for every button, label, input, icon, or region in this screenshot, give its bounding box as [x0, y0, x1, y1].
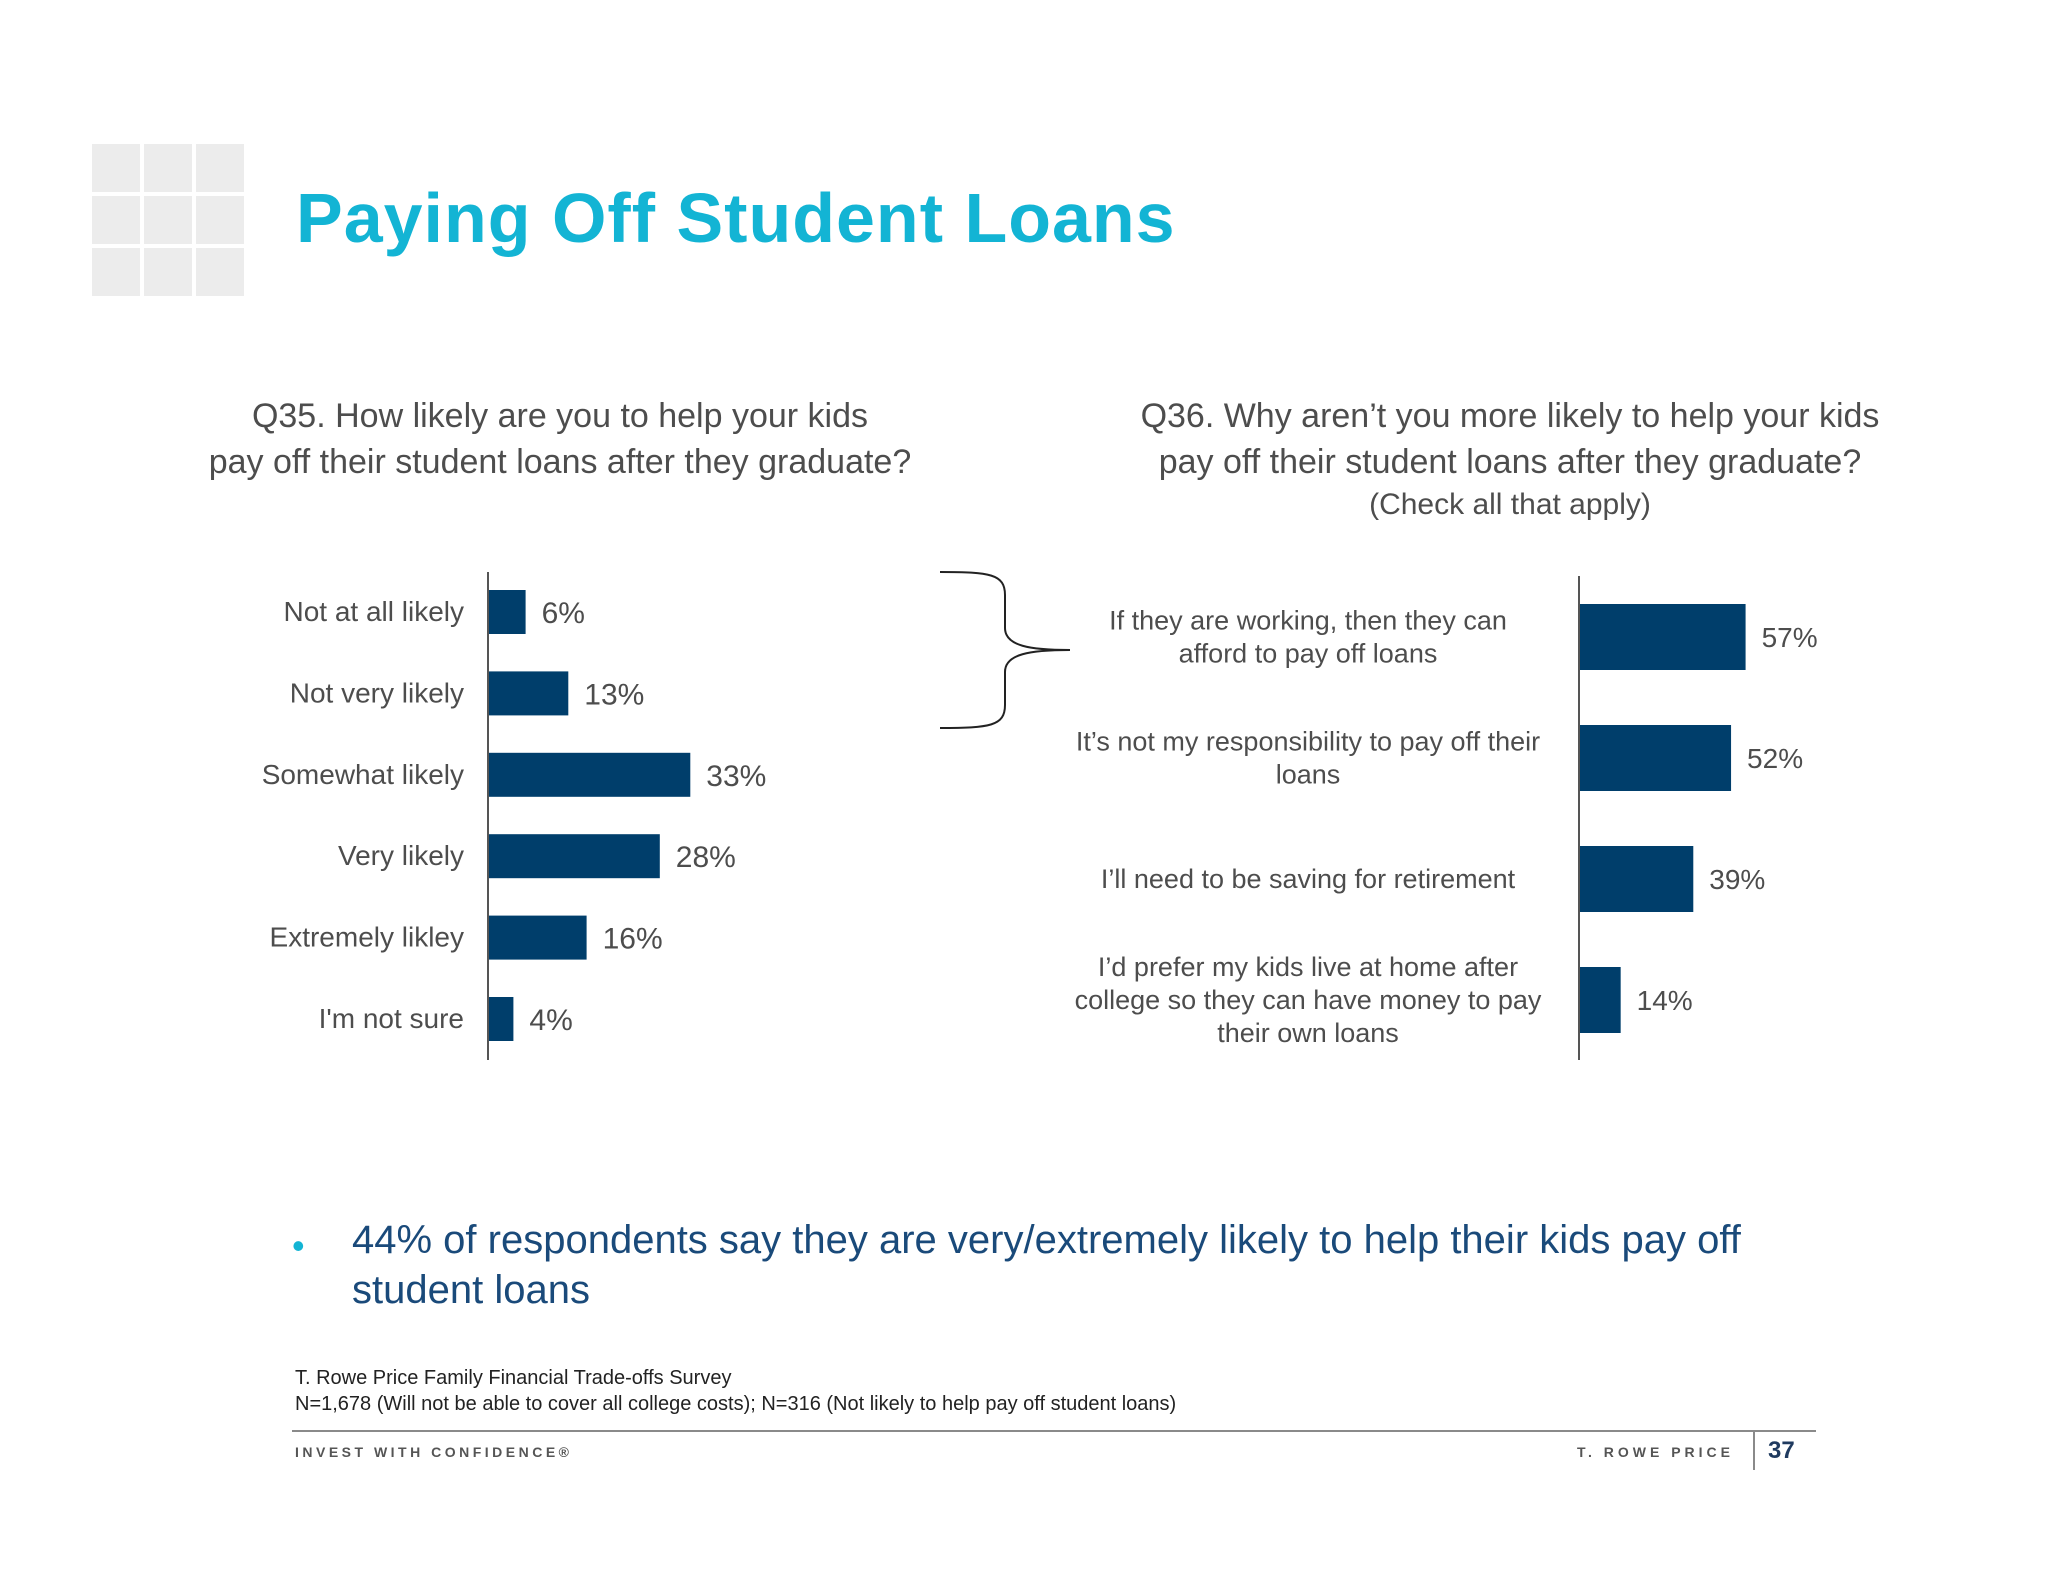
chart2-category-label: college so they can have money to pay — [1074, 985, 1542, 1015]
chart2-bar — [1580, 846, 1693, 912]
chart2-category-label: If they are working, then they can — [1109, 605, 1507, 636]
chart1-bar — [489, 834, 660, 878]
chart1-category-label: I'm not sure — [318, 1003, 464, 1034]
key-finding-text: 44% of respondents say they are very/extremely likely to help their kids pay off student loans — [352, 1218, 1741, 1312]
chart2-category-label: their own loans — [1217, 1018, 1399, 1048]
footer-brand-logo: T. ROWE PRICE — [1577, 1444, 1735, 1460]
chart1-likelihood-bars — [262, 572, 767, 1060]
chart2-bar — [1580, 604, 1746, 670]
page-number: 37 — [1768, 1437, 1795, 1464]
chart1-title-line: Q35. How likely are you to help your kids — [251, 397, 869, 435]
chart2-value-label: 39% — [1709, 864, 1766, 895]
bullet-icon: • — [292, 1225, 305, 1266]
chart1-category-label: Somewhat likely — [261, 758, 464, 790]
chart1-bar — [489, 671, 568, 715]
chart1-title-line: pay off their student loans after they graduate? — [208, 443, 912, 481]
chart2-category-label: loans — [1275, 759, 1341, 790]
chart2-title-line: Q36. Why aren’t you more likely to help your kids — [1140, 397, 1880, 435]
footer-divider — [1753, 1432, 1755, 1470]
chart1-value-label: 4% — [529, 1004, 573, 1037]
footer-rule — [292, 1430, 1816, 1432]
chart1-value-label: 6% — [541, 597, 585, 630]
chart2-value-label: 52% — [1747, 743, 1804, 774]
sample-note: N=1,678 (Will not be able to cover all college costs); N=316 (Not likely to help pay off student loans) — [295, 1393, 1177, 1415]
chart1-category-label: Extremely likley — [269, 921, 464, 953]
chart1-category-label: Not very likely — [289, 677, 464, 709]
chart1-bar — [489, 753, 690, 797]
chart2-category-label: It’s not my responsibility to pay off their — [1075, 726, 1541, 757]
chart1-category-label: Not at all likely — [283, 596, 464, 627]
chart2-title-line: pay off their student loans after they graduate? — [1158, 443, 1862, 481]
footer-tagline: INVEST WITH CONFIDENCE® — [295, 1444, 573, 1460]
chart1-bar — [489, 590, 526, 634]
chart1-bar — [489, 997, 513, 1041]
chart2-reasons-bars — [1075, 576, 1818, 1060]
bracket-connector — [940, 572, 1070, 728]
source-note: T. Rowe Price Family Financial Trade-offs Survey — [295, 1367, 732, 1389]
chart2-category-label: I’ll need to be saving for retirement — [1100, 864, 1516, 894]
chart2-bar — [1580, 967, 1621, 1033]
chart2-subtitle: (Check all that apply) — [1369, 488, 1651, 521]
chart2-value-label: 57% — [1761, 622, 1818, 653]
chart2-category-label: I’d prefer my kids live at home after — [1097, 952, 1519, 982]
chart2-category-label: afford to pay off loans — [1178, 638, 1438, 669]
chart1-bar — [489, 916, 587, 960]
chart1-category-label: Very likely — [337, 840, 464, 872]
chart2-value-label: 14% — [1636, 985, 1693, 1016]
chart2-bar — [1580, 725, 1731, 791]
chart1-value-label: 28% — [675, 841, 736, 875]
chart1-value-label: 16% — [602, 922, 663, 956]
page-title: Paying Off Student Loans — [296, 179, 1176, 257]
chart1-value-label: 13% — [584, 678, 645, 712]
chart1-value-label: 33% — [706, 759, 767, 793]
